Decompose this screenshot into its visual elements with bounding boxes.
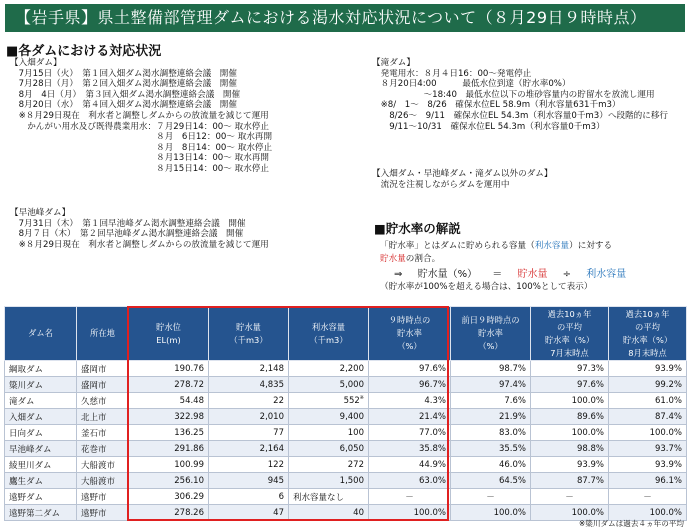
table-cell: － <box>369 489 451 505</box>
text-line: かんがい用水及び既得農業用水：７月29日14：00～ 取水停止 <box>10 121 269 132</box>
column-header: 所在地 <box>77 307 129 361</box>
table-cell: 2,164 <box>209 441 289 457</box>
text-line: 8月７日（木） 第２回早池峰ダム渇水調整連絡会議 開催 <box>10 229 244 240</box>
table-cell: 63.0% <box>369 473 451 489</box>
table-cell: 100.0% <box>609 425 687 441</box>
table-cell: 7.6% <box>451 393 531 409</box>
table-cell: 久慈市 <box>77 393 129 409</box>
formula-divide: ÷ <box>562 269 572 280</box>
text-line: ※８月29日現在 利水者と調整しダムからの放流量を減じて運用 <box>10 239 269 250</box>
table-cell: 87.7% <box>531 473 609 489</box>
text-line: 8月 4日（月） 第３回入畑ダム渇水調整連絡会議 開催 <box>10 89 241 100</box>
formula-equals: ＝ <box>492 269 503 280</box>
table-cell: 綱取ダム <box>5 361 77 377</box>
table-cell: 97.6% <box>531 377 609 393</box>
table-row <box>5 473 687 489</box>
table-cell: 77 <box>209 425 289 441</box>
table-cell: 100 <box>289 425 369 441</box>
table-cell: 552※ <box>289 393 369 409</box>
table-cell: 122 <box>209 457 289 473</box>
column-header: 貯水位 EL(m) <box>129 307 209 361</box>
footnote-mark: ※ <box>359 395 364 402</box>
table-cell: － <box>609 489 687 505</box>
text-line: ※８月29日現在 利水者と調整しダムからの放流量を減じて運用 <box>10 110 269 121</box>
table-cell: 272 <box>289 457 369 473</box>
section-heading-dams: ■各ダムにおける対応状況 <box>6 44 162 59</box>
table-cell: 278.26 <box>129 505 209 521</box>
table-cell: 利水容量なし <box>289 489 369 505</box>
table-row <box>5 393 687 409</box>
column-header: ９時時点の 貯水率 （%） <box>369 307 451 361</box>
table-cell: 256.10 <box>129 473 209 489</box>
table-cell: 100.0% <box>531 425 609 441</box>
table-cell: 100.0% <box>609 505 687 521</box>
table-cell: 花巻市 <box>77 441 129 457</box>
table-cell: 99.2% <box>609 377 687 393</box>
text-line: ～18:40 最低水位以下の堆砂容量内の貯留水を放流し運用 <box>372 89 655 100</box>
table-cell: 89.6% <box>531 409 609 425</box>
text-line: 8月20日（水） 第４回入畑ダム渇水調整連絡会議 開催 <box>10 100 237 111</box>
storage-volume-term: 貯水量 <box>380 254 406 264</box>
table-cell: 77.0% <box>369 425 451 441</box>
arrow-icon: ⇒ <box>394 269 403 280</box>
footnote: ※簗川ダムは過去４ヵ年の平均 <box>578 519 684 528</box>
table-cell: 5,000 <box>289 377 369 393</box>
table-cell: 遠野第二ダム <box>5 505 77 521</box>
table-cell: 北上市 <box>77 409 129 425</box>
table-row <box>5 425 687 441</box>
table-cell: 35.5% <box>451 441 531 457</box>
other-dams-block <box>372 169 552 190</box>
formula-capacity: 利水容量 <box>586 269 627 280</box>
table-cell: 278.72 <box>129 377 209 393</box>
text-line: 流況を注視しながらダムを運用中 <box>372 179 510 190</box>
table-cell: 93.9% <box>531 457 609 473</box>
table-cell: 291.86 <box>129 441 209 457</box>
table-cell: 47 <box>209 505 289 521</box>
text-line: 発電用水：８月４日16：00～発電停止 <box>372 68 532 79</box>
table-row <box>5 457 687 473</box>
table-row <box>5 409 687 425</box>
table-cell: 64.5% <box>451 473 531 489</box>
text-line: 9/11～10/31 確保水位EL 54.3m（利水容量0千m3） <box>372 121 605 132</box>
table-cell: 100.0% <box>369 505 451 521</box>
iribata-dam-block <box>10 58 272 175</box>
table-cell: 98.7% <box>451 361 531 377</box>
formula-note: （貯水率が100%を超える場合は、100%として表示） <box>380 282 593 292</box>
text-line: 7月28日（月） 第２回入畑ダム渇水調整連絡会議 開催 <box>10 79 237 90</box>
text-line: ８月13日14：00～ 取水再開 <box>10 153 269 164</box>
text-line: ※8/ 1～ 8/26 確保水位EL 58.9m（利水容量631千m3） <box>372 100 621 111</box>
table-cell: 綾里川ダム <box>5 457 77 473</box>
table-cell: 93.7% <box>609 441 687 457</box>
table-cell: 入畑ダム <box>5 409 77 425</box>
water-use-capacity-term: 利水容量 <box>534 241 570 251</box>
table-cell: 盛岡市 <box>77 361 129 377</box>
text-line: 7月15日（火） 第１回入畑ダム渇水調整連絡会議 開催 <box>10 68 237 79</box>
table-cell: 大船渡市 <box>77 457 129 473</box>
table-cell: 93.9% <box>609 457 687 473</box>
table-cell: 100.0% <box>531 505 609 521</box>
explanation-heading: ■貯水率の解説 <box>374 221 461 236</box>
table-header-row <box>5 307 687 361</box>
table-cell: 4,835 <box>209 377 289 393</box>
table-cell: 21.4% <box>369 409 451 425</box>
table-cell: 2,148 <box>209 361 289 377</box>
table-cell: 54.48 <box>129 393 209 409</box>
text-line: 8/26～ 9/11 確保水位EL 54.3m（利水容量0千m3）へ段階的に移行 <box>372 110 669 121</box>
table-cell: 遠野市 <box>77 489 129 505</box>
table-cell: 98.8% <box>531 441 609 457</box>
table-cell: 大船渡市 <box>77 473 129 489</box>
table-cell: 83.0% <box>451 425 531 441</box>
table-cell: 日向ダム <box>5 425 77 441</box>
storage-rate-formula <box>394 268 684 281</box>
table-cell: － <box>531 489 609 505</box>
table-cell: 鷹生ダム <box>5 473 77 489</box>
table-cell: 6 <box>209 489 289 505</box>
explanation-text: の割合。 <box>405 254 441 264</box>
table-cell: 100.0% <box>531 393 609 409</box>
table-cell: 21.9% <box>451 409 531 425</box>
text-line: 【入畑ダム】 <box>10 58 62 68</box>
table-cell: 322.98 <box>129 409 209 425</box>
table-cell: 96.7% <box>369 377 451 393</box>
table-cell: 早池峰ダム <box>5 441 77 457</box>
column-header: 過去10ヵ年 の平均 貯水率（%） 7月末時点 <box>531 307 609 361</box>
table-cell: 滝ダム <box>5 393 77 409</box>
table-cell: 35.8% <box>369 441 451 457</box>
table-cell: 46.0% <box>451 457 531 473</box>
taki-dam-block <box>372 58 668 132</box>
text-line: ８月15日14：00～ 取水停止 <box>10 163 269 174</box>
table-cell: 釜石市 <box>77 425 129 441</box>
table-cell: 遠野ダム <box>5 489 77 505</box>
table-body <box>5 361 687 521</box>
text-line: 【滝ダム】 <box>372 58 415 68</box>
table-cell: 945 <box>209 473 289 489</box>
table-cell: 93.9% <box>609 361 687 377</box>
table-cell: 61.0% <box>609 393 687 409</box>
dam-storage-table <box>4 306 687 521</box>
text-line: 【早池峰ダム】 <box>10 208 71 218</box>
table-cell: 簗川ダム <box>5 377 77 393</box>
table-cell: 97.3% <box>531 361 609 377</box>
table-cell: 306.29 <box>129 489 209 505</box>
storage-rate-explanation <box>374 219 684 294</box>
text-line: 【入畑ダム・早池峰ダム・滝ダム以外のダム】 <box>372 169 553 179</box>
table-cell: 盛岡市 <box>77 377 129 393</box>
table-cell: 遠野市 <box>77 505 129 521</box>
column-header: 過去10ヵ年 の平均 貯水率（%） 8月末時点 <box>609 307 687 361</box>
table-row <box>5 489 687 505</box>
table-cell: 9,400 <box>289 409 369 425</box>
hayachine-dam-block <box>10 208 269 250</box>
page-title: 【岩手県】県土整備部管理ダムにおける渇水対応状況について（８月29日９時時点） <box>5 4 685 32</box>
table-cell: 100.99 <box>129 457 209 473</box>
column-header: 前日９時時点の 貯水率 （%） <box>451 307 531 361</box>
table-cell: 87.4% <box>609 409 687 425</box>
table-cell: 6,050 <box>289 441 369 457</box>
table-row <box>5 441 687 457</box>
explanation-text: ）に対する <box>569 241 613 251</box>
table-cell: 44.9% <box>369 457 451 473</box>
table-row <box>5 377 687 393</box>
table-cell: 96.1% <box>609 473 687 489</box>
column-header: 貯水量 （千m3） <box>209 307 289 361</box>
table-cell: 97.4% <box>451 377 531 393</box>
table-cell: 97.6% <box>369 361 451 377</box>
text-line: ８月20日4:00 最低水位到達（貯水率0%） <box>372 79 571 90</box>
text-line: ８月 6日12：00～ 取水再開 <box>10 132 273 143</box>
column-header: ダム名 <box>5 307 77 361</box>
table-cell: 22 <box>209 393 289 409</box>
table-cell: 4.3% <box>369 393 451 409</box>
formula-storage: 貯水量 <box>517 269 548 280</box>
table-cell: － <box>451 489 531 505</box>
table-cell: 1,500 <box>289 473 369 489</box>
table-cell: 100.0% <box>451 505 531 521</box>
table-row <box>5 361 687 377</box>
text-line: ８月 8日14：00～ 取水停止 <box>10 142 273 153</box>
table-cell: 40 <box>289 505 369 521</box>
table-cell: 2,010 <box>209 409 289 425</box>
table-cell: 190.76 <box>129 361 209 377</box>
table-cell: 2,200 <box>289 361 369 377</box>
explanation-text: 「貯水率」とはダムに貯められる容量（ <box>380 241 535 251</box>
text-line: 7月31日（木） 第１回早池峰ダム渇水調整連絡会議 開催 <box>10 218 246 229</box>
formula-label: 貯水量（%） <box>417 269 478 280</box>
table-cell: 136.25 <box>129 425 209 441</box>
column-header: 利水容量 （千m3） <box>289 307 369 361</box>
